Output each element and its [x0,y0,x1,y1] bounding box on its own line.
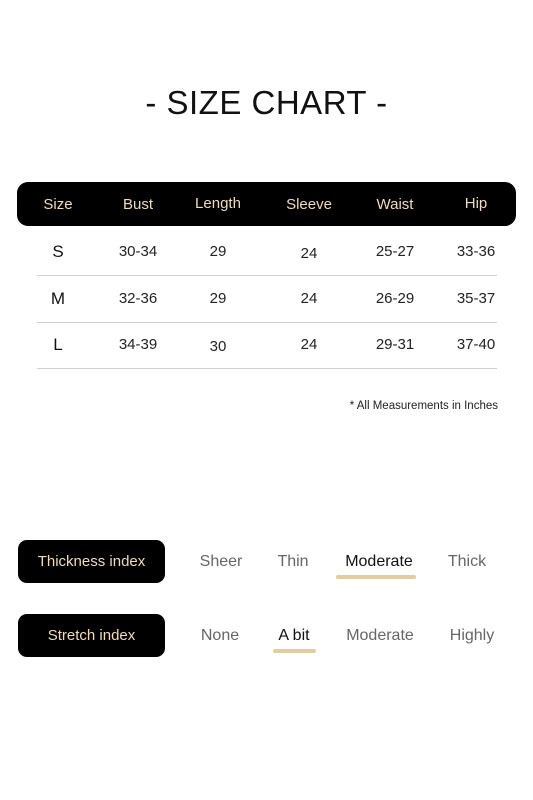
size-table-header [17,182,516,226]
cell-length: 29 [209,243,227,260]
table-row [37,322,497,369]
table-row [37,276,497,323]
cell-bust: 34-39 [118,336,158,353]
thickness-option-thin: Thin [277,553,309,570]
thickness-option-moderate: Moderate [345,553,413,570]
cell-size: M [50,289,66,308]
table-row [37,229,497,276]
stretch-option-a-bit: A bit [278,627,310,644]
cell-waist: 26-29 [375,290,415,307]
cell-sleeve: 24 [300,336,318,353]
cell-sleeve: 24 [300,245,318,262]
cell-sleeve: 24 [300,290,318,307]
header-length: Length [195,195,241,212]
cell-size: S [52,242,64,261]
cell-length: 29 [209,290,227,307]
thickness-option-thick: Thick [447,553,487,570]
header-size: Size [43,196,73,213]
header-bust: Bust [122,196,154,213]
cell-hip: 37-40 [456,336,496,353]
page-title: - SIZE CHART - [145,84,388,121]
header-sleeve: Sleeve [286,196,332,213]
stretch-option-moderate: Moderate [346,627,414,644]
cell-waist: 25-27 [375,243,415,260]
cell-size: L [53,335,63,354]
header-hip: Hip [464,195,488,212]
cell-waist: 29-31 [375,336,415,353]
stretch-selected-underline [273,649,316,653]
thickness-selected-underline [336,575,416,579]
stretch-option-none: None [200,627,240,644]
cell-bust: 32-36 [118,290,158,307]
cell-bust: 30-34 [118,243,158,260]
thickness-option-sheer: Sheer [199,553,243,570]
cell-length: 30 [209,338,227,355]
header-waist: Waist [376,196,414,213]
stretch-option-highly: Highly [449,627,495,644]
stretch-index-label: Stretch index [18,614,165,657]
measurement-footnote: * All Measurements in Inches [349,400,498,412]
cell-hip: 35-37 [456,290,496,307]
cell-hip: 33-36 [456,243,496,260]
thickness-index-label: Thickness index [18,540,165,583]
